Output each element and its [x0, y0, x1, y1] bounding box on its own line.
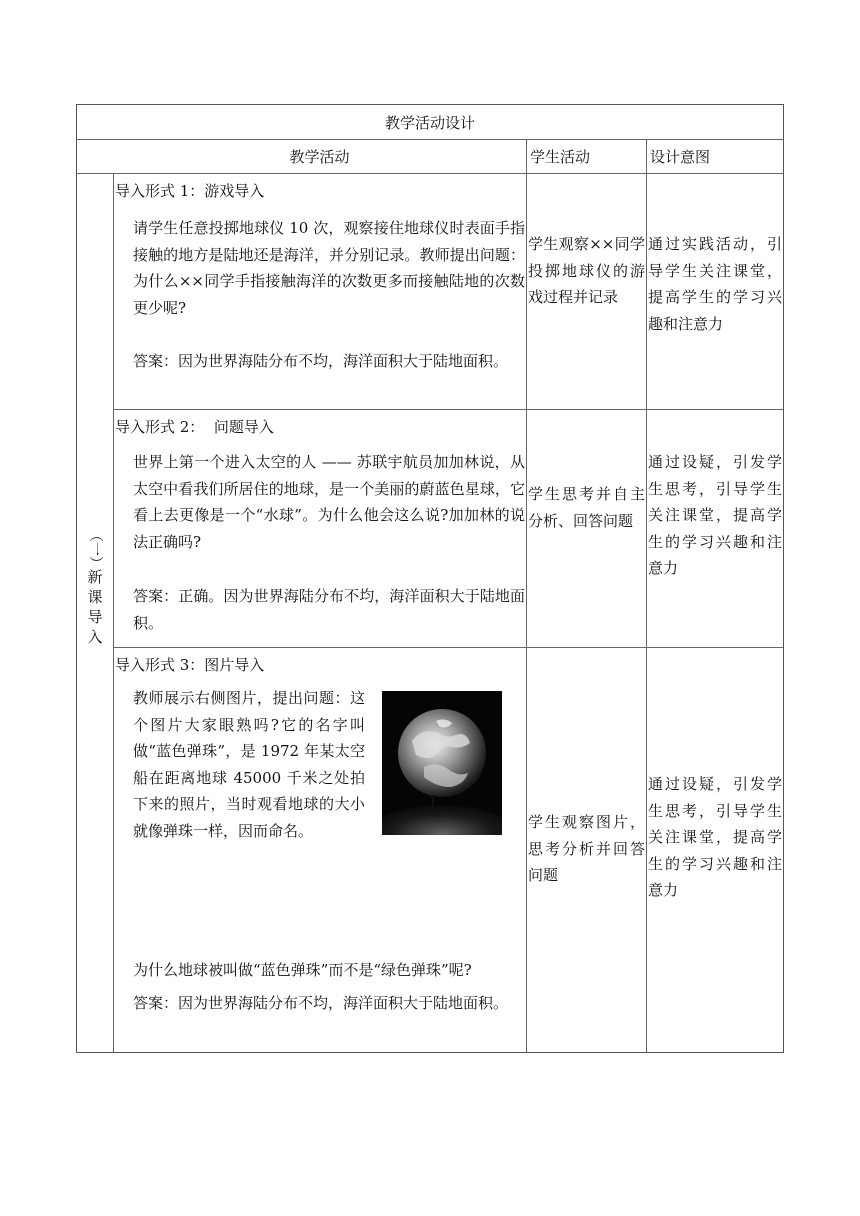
intro-answer: 答案：因为世界海陆分布不均，海洋面积大于陆地面积。: [133, 352, 509, 370]
header-student: 学生活动: [530, 148, 591, 166]
student-activity: 学生观察××同学投掷地球仪的游戏过程并记录: [528, 235, 645, 306]
header-intent: 设计意图: [650, 148, 711, 166]
header-teaching: 教学活动: [289, 148, 350, 166]
intro-form-title: 导入形式 3：图片导入: [115, 656, 265, 674]
student-activity: 学生观察图片，思考分析并回答问题: [528, 813, 645, 884]
section-label-char: （一）: [87, 528, 103, 570]
table-title: 教学活动设计: [384, 114, 475, 132]
blue-marble-photo: [382, 691, 502, 835]
intro-body: 教师展示右侧图片，提出问题：这个图片大家眼熟吗?它的名字叫做“蓝色弹珠”，是 1972 年某太空船在距离地球 45000 千米之处拍下来的照片，当时观看地球的大小就像弹珠一样，因而命名。: [133, 689, 365, 840]
intro-body: 世界上第一个进入太空的人 —— 苏联宇航员加加林说，从太空中看我们所居住的地球，是一个美丽的蔚蓝色星球，它看上去更像是一个“水球”。为什么他会这么说?加加林的说法正确吗?: [133, 453, 525, 551]
design-intent: 通过设疑，引发学生思考，引导学生关注课堂，提高学生的学习兴趣和注意力: [648, 775, 782, 899]
earth-icon: [382, 691, 502, 835]
column-divider: [526, 139, 527, 1052]
intro-answer: 答案：正确。因为世界海陆分布不均，海洋面积大于陆地面积。: [133, 587, 525, 632]
intro-answer: 答案：因为世界海陆分布不均，海洋面积大于陆地面积。: [133, 994, 509, 1012]
row-divider: [77, 173, 783, 174]
column-divider: [113, 173, 114, 1052]
row-divider: [113, 647, 783, 648]
design-intent: 通过设疑，引发学生思考，引导学生关注课堂，提高学生的学习兴趣和注意力: [648, 453, 782, 577]
design-intent: 通过实践活动，引导学生关注课堂，提高学生的学习兴趣和注意力: [648, 235, 782, 333]
intro-question: 为什么地球被叫做“蓝色弹珠”而不是“绿色弹珠”呢?: [133, 961, 472, 979]
intro-form-title: 导入形式 2： 问题导入: [115, 418, 274, 436]
section-label: [77, 525, 113, 647]
section-label-char: 导: [87, 608, 103, 626]
section-label-char: 入: [87, 628, 103, 646]
column-divider: [646, 139, 647, 1052]
student-activity: 学生思考并自主分析、回答问题: [528, 485, 645, 530]
lesson-design-table: [76, 104, 784, 1053]
section-label-char: 课: [87, 588, 103, 606]
section-label-char: 新: [87, 568, 103, 586]
row-divider: [113, 409, 783, 410]
intro-body: 请学生任意投掷地球仪 10 次，观察接住地球仪时表面手指接触的地方是陆地还是海洋，并分别记录。教师提出问题：为什么××同学手指接触海洋的次数更多而接触陆地的次数更少呢?: [133, 219, 525, 317]
intro-form-title: 导入形式 1：游戏导入: [115, 182, 265, 200]
